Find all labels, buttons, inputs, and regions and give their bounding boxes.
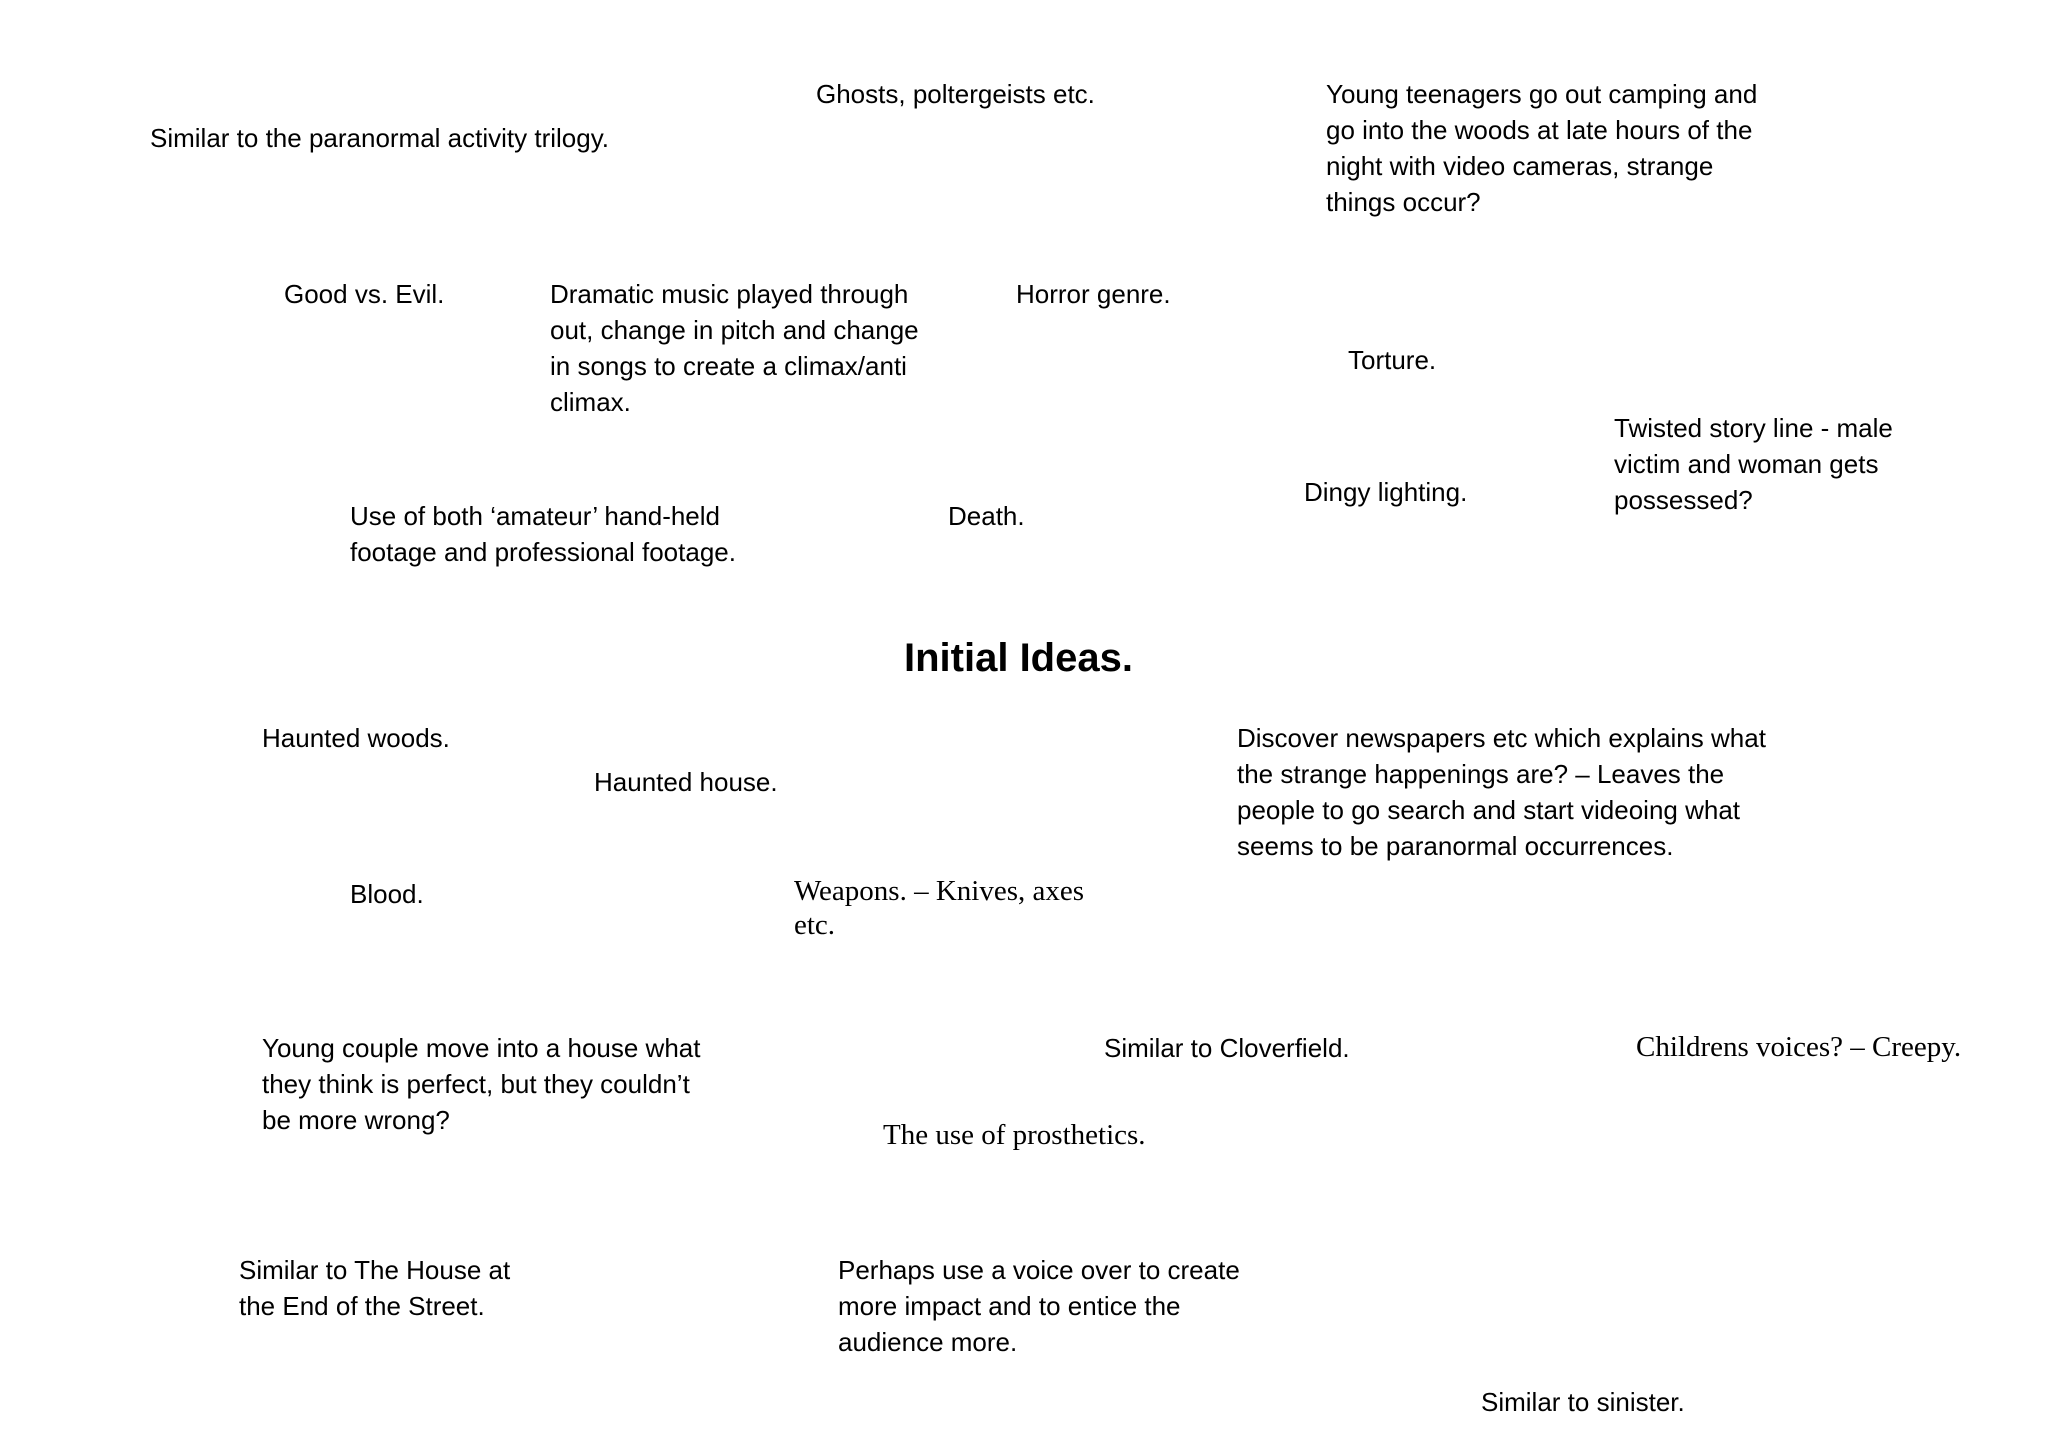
note-haunted-woods: Haunted woods. xyxy=(262,723,450,753)
note-weapons: Weapons. – Knives, axes etc. xyxy=(794,875,1085,941)
page-title: Initial Ideas. xyxy=(904,636,1133,680)
note-sinister: Similar to sinister. xyxy=(1481,1387,1685,1417)
note-dramatic-music: Dramatic music played through out, change in pitch and change in songs to create a climax/anti climax. xyxy=(550,279,919,417)
note-ghosts: Ghosts, poltergeists etc. xyxy=(816,79,1095,109)
note-voice-over: Perhaps use a voice over to create more impact and to entice the audience more. xyxy=(838,1255,1240,1357)
note-house-end-street: Similar to The House at the End of the Street. xyxy=(239,1255,511,1321)
note-prosthetics: The use of prosthetics. xyxy=(883,1119,1146,1151)
note-footage: Use of both ‘amateur’ hand-held footage and professional footage. xyxy=(350,501,736,567)
note-young-couple: Young couple move into a house what they think is perfect, but they couldn’t be more wrong? xyxy=(262,1033,701,1135)
note-childrens-voices: Childrens voices? – Creepy. xyxy=(1636,1031,1962,1063)
note-dingy-lighting: Dingy lighting. xyxy=(1304,477,1468,507)
note-blood: Blood. xyxy=(350,879,424,909)
note-cloverfield: Similar to Cloverfield. xyxy=(1104,1033,1350,1063)
note-twisted-story: Twisted story line - male victim and woman gets possessed? xyxy=(1614,413,1893,515)
note-good-vs-evil: Good vs. Evil. xyxy=(284,279,445,309)
note-newspapers: Discover newspapers etc which explains what the strange happenings are? – Leaves the people to go search and start videoing what seems to be paranormal occurrences. xyxy=(1237,723,1766,861)
note-torture: Torture. xyxy=(1348,345,1437,375)
note-paranormal-trilogy: Similar to the paranormal activity trilogy. xyxy=(150,123,610,153)
note-death: Death. xyxy=(948,501,1025,531)
note-teenagers-camping: Young teenagers go out camping and go into the woods at late hours of the night with video cameras, strange things occur? xyxy=(1326,79,1758,217)
note-haunted-house: Haunted house. xyxy=(594,767,778,797)
note-horror-genre: Horror genre. xyxy=(1016,279,1171,309)
